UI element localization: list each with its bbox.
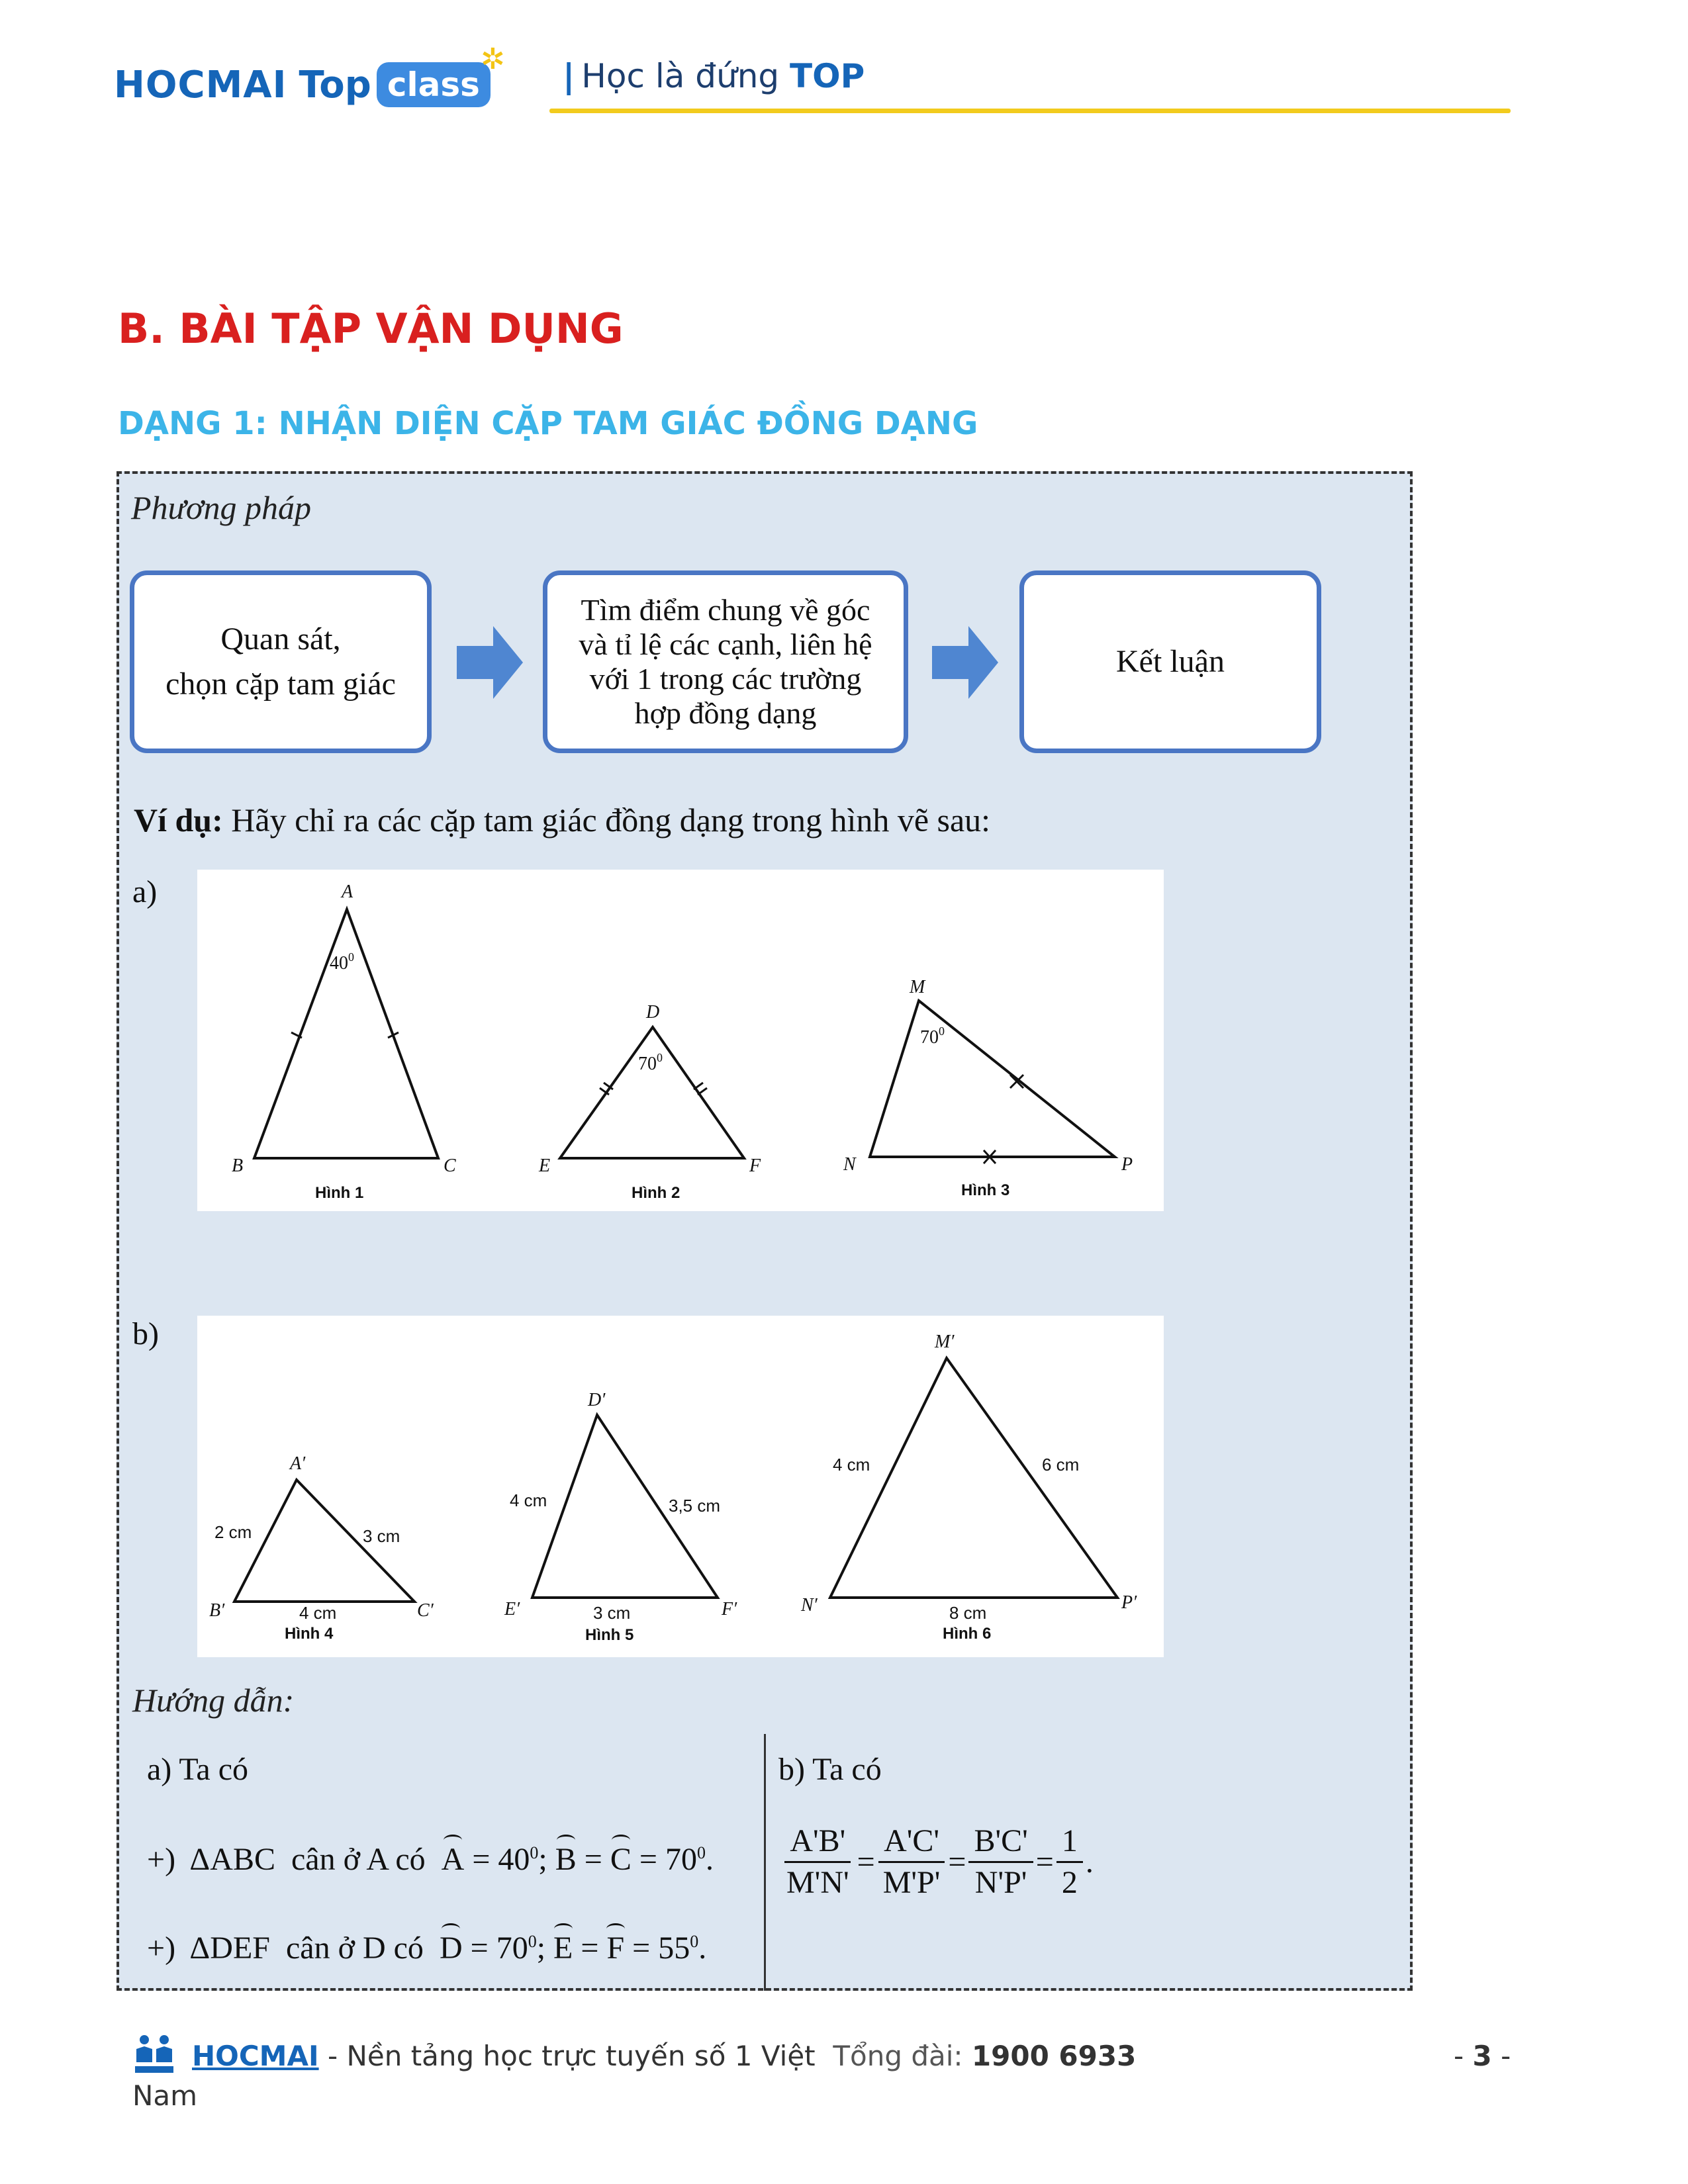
footer-tagline-cont: Nam [132,2079,198,2112]
vertex-b: B [232,1156,244,1176]
footer-hotline-label: Tổng đài: [833,2040,963,2072]
step1-line1: Quan sát, [220,621,341,657]
guide-a-line1: +) ΔABC cân ở A có $A = 40^0$; $B = C = 70^0$. [147,1842,714,1877]
header-divider [549,109,1511,113]
hocmai-mini-logo-icon [131,2030,177,2077]
step-box-2 [543,570,908,753]
side-length: 4 cm [510,1490,547,1510]
arrow-right-icon [932,626,998,699]
angle-m-label: $70^0$ [920,1024,945,1048]
triangle-abc [232,882,456,1202]
method-label: Phương pháp [131,489,311,526]
vertex-d-prime: D′ [588,1390,606,1410]
example-prefix: Ví dụ: [134,801,223,839]
side-length: 3 cm [593,1603,631,1623]
fraction: $\frac{A'B'}{M'N'}$ [781,1821,855,1903]
vertex-n: N [843,1154,856,1175]
vertex-b-prime: B′ [209,1600,225,1621]
guide-b-intro: b) Ta có [778,1752,882,1787]
section-title: B. BÀI TẬP VẬN DỤNG [118,304,624,353]
triangle-def-prime [504,1390,737,1644]
arrow-right-icon [457,626,523,699]
vertex-n-prime: N′ [801,1595,818,1615]
footer-brand-link[interactable]: HOCMAI [192,2040,319,2072]
triangle-mnp [843,977,1133,1199]
step2-line1: Tìm điểm chung về góc [581,593,870,627]
footer-text [192,2040,1136,2072]
guide-b-ratio: $\frac{A'B'}{M'N'}$ = $\frac{A'C'}{M'P'}$ = $\frac{B'C'}{N'P'}$ = $\frac{1}{2}$ . [778,1821,1094,1903]
guide-a-line2: +) ΔDEF cân ở D có $D = 70^0$; $E = F = 55^0$. [147,1931,707,1966]
step2-line4: hợp đồng dạng [634,696,817,730]
triangle-def [538,1002,761,1202]
logo-top-text: Top [299,63,371,107]
vertex-e: E [539,1156,551,1176]
example-prompt [134,801,990,839]
vertex-a-prime: A′ [290,1453,306,1474]
side-length: 2 cm [214,1522,252,1542]
header-slogan [563,57,865,95]
fraction: $\frac{1}{2}$ [1056,1821,1083,1903]
caption-hinh-2: Hình 2 [632,1184,680,1202]
step2-line3: với 1 trong các trường [589,662,862,696]
side-length: 3,5 cm [669,1496,721,1516]
vertex-m-prime: M′ [935,1332,955,1352]
side-length: 8 cm [949,1603,987,1623]
logo-class-badge [377,42,505,107]
caption-hinh-1: Hình 1 [315,1184,364,1202]
side-length: 6 cm [1042,1455,1080,1475]
vertex-f-prime: F′ [722,1599,737,1619]
vertex-a: A [342,882,353,902]
figure-b [197,1316,1164,1657]
slogan-text: Học là đứng [581,57,780,95]
triangle-abc-prime [209,1453,434,1643]
vertex-p: P [1121,1154,1133,1175]
slogan-divider: | [563,57,575,95]
angle-a-label: $40^0$ [330,950,354,974]
vertex-m: M [910,977,925,997]
logo-class-text: class [387,66,480,104]
caption-hinh-4: Hình 4 [285,1625,334,1643]
step3-line1: Kết luận [1116,644,1225,679]
step-box-3 [1019,570,1321,753]
guide-a-intro: a) Ta có [147,1752,248,1787]
vertex-e-prime: E′ [504,1599,520,1619]
triangle-mnp-prime [800,1332,1137,1643]
side-length: 3 cm [363,1526,400,1546]
logo-hocmai-text: HOCMAI [114,63,287,107]
hocmai-topclass-logo [114,42,505,111]
example-text: Hãy chỉ ra các cặp tam giác đồng dạng trong hình vẽ sau: [231,801,991,839]
sun-icon: ✲ [480,42,505,76]
step1-line2: chọn cặp tam giác [165,666,396,702]
vertex-c-prime: C′ [417,1600,434,1621]
guide-column-divider [764,1734,766,1991]
figure-a [197,870,1164,1211]
fraction: $\frac{A'C'}{M'P'}$ [878,1821,946,1903]
caption-hinh-5: Hình 5 [585,1626,634,1644]
part-b-label: b) [132,1316,159,1351]
vertex-p-prime: P′ [1121,1592,1137,1613]
side-length: 4 cm [833,1455,870,1475]
figure-a-svg [197,870,1164,1211]
step2-line2: và tỉ lệ các cạnh, liên hệ [579,627,872,661]
page-number: - 3 - [1454,2040,1511,2072]
vertex-d: D [646,1002,660,1023]
side-length: 4 cm [299,1603,337,1623]
vertex-f: F [749,1156,761,1176]
caption-hinh-6: Hình 6 [943,1625,992,1643]
slogan-highlight: TOP [790,57,865,95]
caption-hinh-3: Hình 3 [961,1181,1010,1199]
guide-label: Hướng dẫn: [132,1682,295,1719]
step-box-1 [130,570,432,753]
footer-hotline: 1900 6933 [971,2040,1137,2072]
footer-tagline: - Nền tảng học trực tuyến số 1 Việt [327,2040,816,2072]
fraction: $\frac{B'C'}{N'P'}$ [968,1821,1033,1903]
angle-d-label: $70^0$ [638,1051,663,1074]
vertex-c: C [444,1156,456,1176]
figure-b-svg [197,1316,1164,1657]
dang-title: DẠNG 1: NHẬN DIỆN CẶP TAM GIÁC ĐỒNG DẠNG [118,405,978,442]
part-a-label: a) [132,874,158,909]
